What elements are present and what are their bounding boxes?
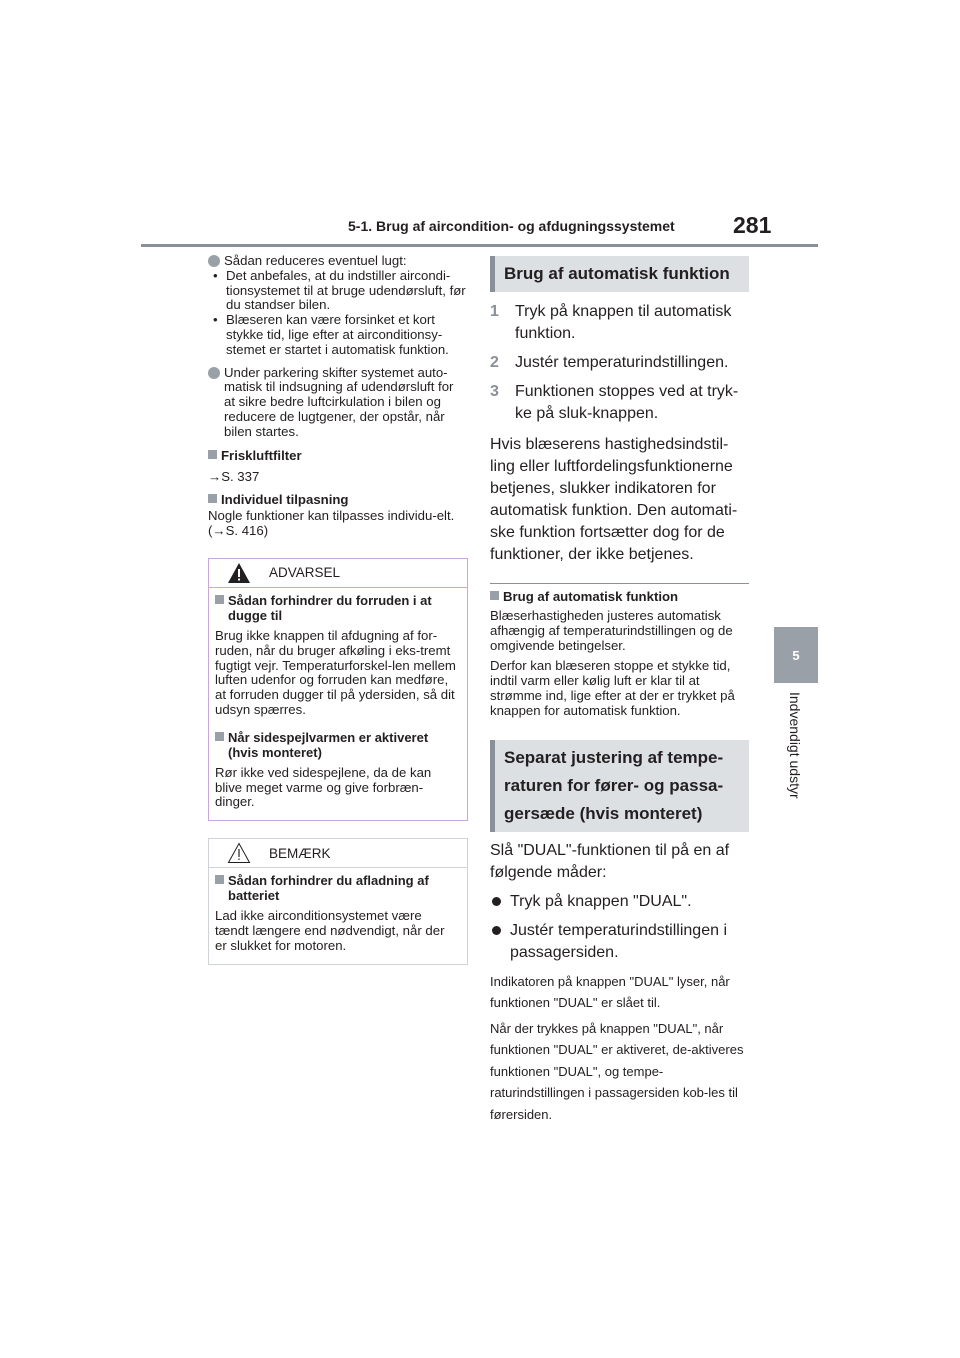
- warning-heading-1: Sådan forhindrer du forruden i at dugge til: [215, 593, 457, 623]
- square-bullet-icon: [215, 732, 224, 741]
- chapter-label-container: [779, 692, 813, 822]
- chapter-number: 5: [792, 647, 800, 663]
- steps-list: [490, 301, 749, 425]
- warning-label: ADVARSEL: [269, 565, 341, 581]
- dash-text: Blæseren kan være forsinket et kort stykke tid, lige efter at airconditionsy-stemet er startet i automatisk funktion.: [226, 312, 449, 357]
- page-number: 281: [733, 212, 772, 238]
- auto-section-heading: Brug af automatisk funktion: [490, 256, 749, 292]
- warning-triangle-icon: [227, 562, 251, 584]
- chapter-tab: [774, 627, 818, 683]
- auto-paragraph: Hvis blæserens hastighedsindstil-ling eller luftfordelingsfunktionerne betjenes, slukker indikatoren for automatisk funktion. Den automati-ske funktion fortsætter dog for de funktioner, der ikke betjenes.: [490, 436, 738, 563]
- caution-triangle-icon: [227, 842, 251, 864]
- dual-bullet-2: Justér temperaturindstillingen i passagersiden.: [490, 920, 749, 964]
- warning-box: [208, 558, 468, 821]
- bullet-odor: [208, 254, 468, 269]
- dual-note-2: Når der trykkes på knappen "DUAL", når funktionen "DUAL" er aktiveret, de-aktiveres funktionen "DUAL", og tempe-raturindstillingen i passagersiden kob-les til førersiden.: [490, 1020, 744, 1122]
- dash-item: • Blæseren kan være forsinket et kort stykke tid, lige efter at airconditionsy-stemet er startet i automatisk funktion.: [213, 312, 449, 357]
- notice-text-1: Lad ikke airconditionsystemet være tændt længere end nødvendigt, når der er slukket for motoren.: [215, 908, 445, 953]
- dual-note-1: Indikatoren på knappen "DUAL" lyser, når funktionen "DUAL" er slået til.: [490, 973, 730, 1011]
- step-2: 2 Justér temperaturindstillingen.: [490, 354, 729, 371]
- step-3: 3 Funktionen stoppes ved at tryk-ke på sluk-knappen.: [490, 383, 739, 422]
- notice-box: [208, 838, 468, 964]
- left-column: [208, 254, 468, 965]
- dual-section-heading: Separat justering af tempe-raturen for fører- og passa-gersæde (hvis monteret): [490, 740, 749, 832]
- notice-body: [209, 867, 467, 963]
- chapter-label: Indvendigt udstyr: [787, 692, 803, 799]
- filter-ref: →S. 337: [208, 468, 260, 484]
- subsection-rule: [490, 583, 749, 584]
- bullet-dot-icon: [208, 367, 220, 379]
- step-1: 1 Tryk på knappen til automatisk funktion.: [490, 303, 732, 342]
- custom-heading: Individuel tilpasning: [208, 492, 468, 507]
- right-column: [490, 256, 749, 1125]
- square-bullet-icon: [208, 450, 217, 459]
- warning-text-2: Rør ikke ved sidespejlene, da de kan blive meget varme og give forbræn-dinger.: [215, 764, 432, 810]
- section-title: 5-1. Brug af aircondition- og afdugningssystemet: [348, 218, 675, 234]
- bullet-dot-icon: [208, 255, 220, 267]
- notice-heading-1: Sådan forhindrer du afladning af batteriet: [215, 873, 457, 903]
- dash-item: • Det anbefales, at du indstiller aircondi-tionsystemet til at bruge udendørsluft, før du standser bilen.: [213, 267, 466, 313]
- auto-sub-text-2: Derfor kan blæseren stoppe et stykke tid, indtil varm eller kølig luft er klar til at strømme ind, lige efter at der er trykket på knappen for automatisk funktion.: [490, 658, 735, 718]
- auto-sub-text-1: Blæserhastigheden justeres automatisk afhængig af temperaturindstillingen og de omgivende betingelser.: [490, 608, 733, 653]
- notice-box-header: [209, 839, 467, 867]
- bullet-dot-icon: [492, 926, 501, 935]
- square-bullet-icon: [490, 591, 499, 600]
- square-bullet-icon: [215, 875, 224, 884]
- custom-text: Nogle funktioner kan tilpasses individu-elt. (→S. 416): [208, 508, 455, 539]
- bullet-dot-icon: [492, 897, 501, 906]
- square-bullet-icon: [208, 494, 217, 503]
- dual-intro: Slå "DUAL"-funktionen til på en af følgende måder:: [490, 841, 730, 881]
- warning-body: [209, 587, 467, 820]
- square-bullet-icon: [215, 595, 224, 604]
- warning-box-header: [209, 559, 467, 587]
- bullet-parking: [208, 366, 468, 440]
- dash-text: Det anbefales, at du indstiller aircondi-tionsystemet til at bruge udendørsluft, før du standser bilen.: [226, 267, 466, 313]
- notice-label: BEMÆRK: [269, 845, 331, 861]
- warning-heading-2: Når sidespejlvarmen er aktiveret (hvis monteret): [215, 730, 457, 760]
- header-rule: [141, 244, 818, 247]
- dual-bullet-1: Tryk på knappen "DUAL".: [490, 891, 749, 913]
- filter-heading: Friskluftfilter: [208, 448, 468, 463]
- bullet-parking-text: Under parkering skifter systemet auto-matisk til indsugning af udendørsluft for at sikre bedre luftcirkulation i bilen og reducere de lugtgener, der opstår, når bilen startes.: [224, 364, 454, 439]
- warning-text-1: Brug ikke knappen til afdugning af for-ruden, når du bruger afkøling i eks-tremt fugtigt vejr. Temperaturforskel-len mellem luften udenfor og forruden kan medføre, at forruden dugger til på ydersiden, så dit udsyn spærres.: [215, 627, 456, 717]
- auto-sub-heading: Brug af automatisk funktion: [490, 589, 749, 604]
- bullet-odor-intro: Sådan reduceres eventuel lugt:: [224, 253, 407, 268]
